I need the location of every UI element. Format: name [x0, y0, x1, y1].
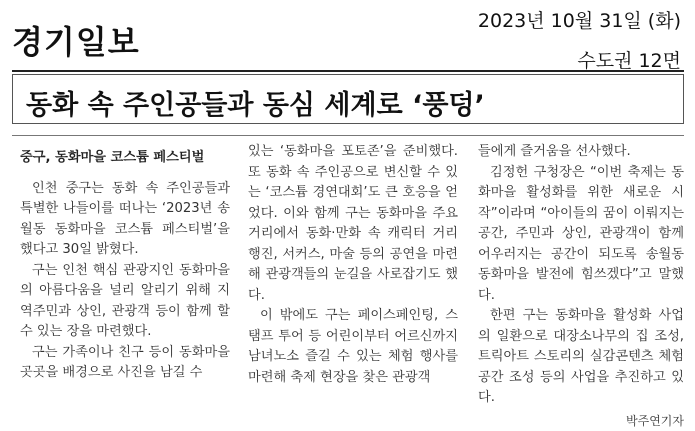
paragraph: 한편 구는 동화마을 활성화 사업의 일환으로 대장소나무의 집 조성, 트릭아트 스토리의 실감콘텐츠 체험 공간 조성 등의 사업을 추진하고 있다.	[478, 306, 684, 409]
paragraph: 들에게 즐거움을 선사했다.	[478, 142, 684, 163]
paragraph: 김정헌 구청장은 “이번 축제는 동화마을 활성화를 위한 새로운 시작”이라며 “아이들의 꿈이 이뤄지는 공간, 주민과 상인, 관광객이 함께 어우러지는 공간이 되도록 송월동 동화마을 발전에 힘쓰겠다”고 말했다.	[478, 163, 684, 307]
paragraph: 있는 ‘동화마을 포토존’을 준비했다. 또 동화 속 주인공으로 변신할 수 있는 ‘코스튬 경연대회’도 큰 호응을 얻었다. 이와 함께 구는 동화마을 주요 거리에서 동화·만화 속 캐릭터 거리 행진, 서커스, 마술 등의 공연을 마련해 관광객들의 눈길을 사로잡기도 했다.	[248, 142, 458, 306]
paragraph: 구는 가족이나 친구 등이 동화마을 곳곳을 배경으로 사진을 남길 수	[20, 343, 230, 384]
article-headline: 동화 속 주인공들과 동심 세계로 ‘풍덩’	[26, 83, 485, 122]
issue-date: 2023년 10월 31일 (화)	[478, 6, 681, 33]
paragraph: 인천 중구는 동화 속 주인공들과 특별한 나들이를 떠나는 ‘2023년 송월동 동화마을 코스튬 페스티벌’을 했다고 30일 밝혔다.	[20, 179, 230, 261]
section-page: 수도권 12면	[577, 46, 681, 73]
header-rule	[12, 70, 684, 72]
article-column-3	[478, 142, 684, 431]
article-column-1	[20, 142, 230, 384]
headline-rule	[12, 135, 684, 136]
paragraph: 이 밖에도 구는 페이스페인팅, 스탬프 투어 등 어린이부터 어르신까지 남녀노소 즐길 수 있는 체험 행사를 마련해 축제 현장을 찾은 관광객	[248, 306, 458, 388]
paragraph: 구는 인천 핵심 관광지인 동화마을의 아름다움을 널리 알리기 위해 지역주민과 상인, 관광객 등이 함께 할 수 있는 장을 마련했다.	[20, 261, 230, 343]
newspaper-masthead: 경기일보	[12, 26, 140, 58]
article-subhead: 중구, 동화마을 코스튬 페스티벌	[20, 148, 230, 169]
article-column-2	[248, 142, 458, 388]
byline: 박주연기자	[478, 411, 684, 431]
